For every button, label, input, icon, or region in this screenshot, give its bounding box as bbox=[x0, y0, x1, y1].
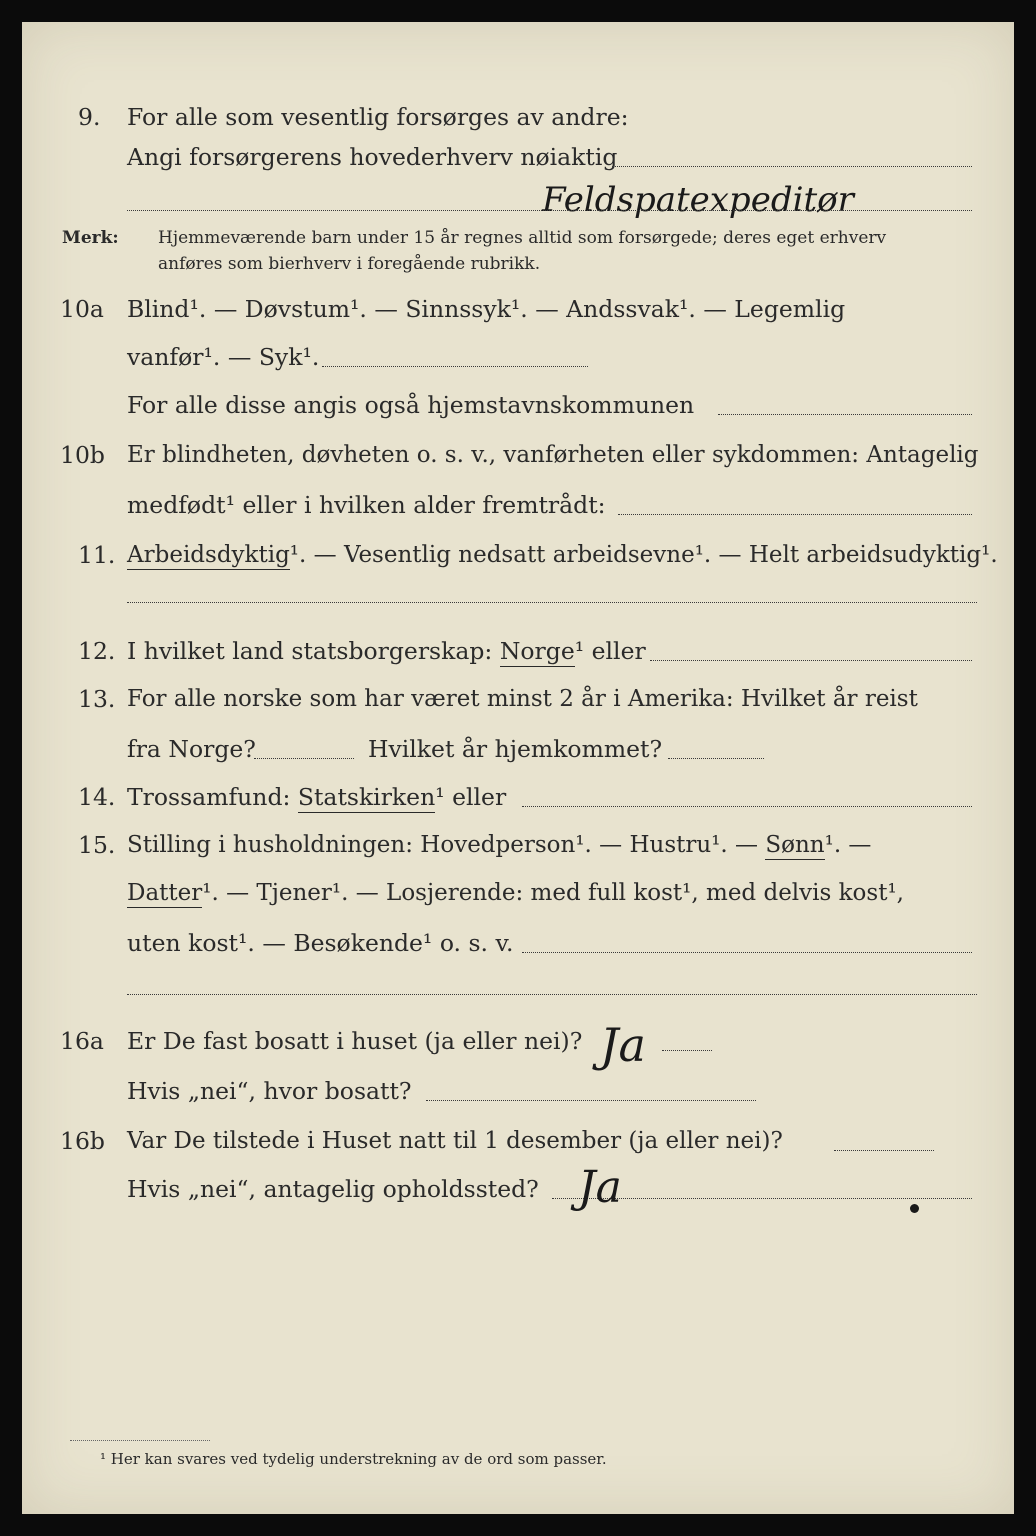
question-number: 11. bbox=[78, 541, 116, 569]
question-text: Stilling i husholdningen: Hovedperson¹. — Hustru¹. — Sønn¹. — bbox=[127, 832, 872, 858]
answer-line[interactable] bbox=[834, 1150, 934, 1151]
question-number: 9. bbox=[78, 103, 101, 131]
underlined-answer[interactable]: Norge bbox=[499, 637, 575, 665]
question-text: Datter¹. — Tjener¹. — Losjerende: med full kost¹, med delvis kost¹, bbox=[127, 880, 904, 906]
answer-line[interactable] bbox=[662, 1050, 712, 1051]
answer-line[interactable] bbox=[426, 1100, 756, 1101]
answer-line[interactable] bbox=[127, 210, 972, 211]
question-number: 10a bbox=[60, 295, 104, 323]
answer-line[interactable] bbox=[668, 758, 764, 759]
question-number: 14. bbox=[78, 783, 116, 811]
answer-line[interactable] bbox=[718, 414, 972, 415]
question-text: Er De fast bosatt i huset (ja eller nei)? bbox=[127, 1027, 583, 1055]
question-number: 15. bbox=[78, 831, 116, 859]
census-form-page bbox=[22, 22, 1014, 1514]
handwritten-answer: Feldspatexpeditør bbox=[542, 180, 854, 220]
answer-line[interactable] bbox=[618, 514, 972, 515]
answer-line[interactable] bbox=[127, 602, 977, 603]
ink-dot bbox=[910, 1204, 919, 1213]
underlined-answer[interactable]: Statskirken bbox=[297, 783, 436, 811]
question-number: 12. bbox=[78, 637, 116, 665]
question-text: For alle norske som har været minst 2 år i Amerika: Hvilket år reist bbox=[127, 686, 918, 712]
question-number: 16a bbox=[60, 1027, 104, 1055]
handwritten-answer: Ja bbox=[600, 1018, 646, 1072]
question-text: vanfør¹. — Syk¹. bbox=[127, 343, 320, 371]
note-text: anføres som bierhverv i foregående rubrikk. bbox=[158, 254, 541, 274]
underlined-answer[interactable]: Sønn bbox=[765, 832, 825, 858]
question-text: uten kost¹. — Besøkende¹ o. s. v. bbox=[127, 929, 514, 957]
underlined-answer[interactable]: Arbeidsdyktig bbox=[127, 542, 290, 568]
question-text: Hvilket år hjemkommet? bbox=[368, 735, 663, 763]
question-number: 10b bbox=[60, 441, 105, 469]
answer-line[interactable] bbox=[522, 806, 972, 807]
question-text: For alle som vesentlig forsørges av andre: bbox=[127, 103, 629, 131]
answer-line[interactable] bbox=[127, 994, 977, 995]
answer-line[interactable] bbox=[650, 660, 972, 661]
note-text: Hjemmeværende barn under 15 år regnes alltid som forsørgede; deres eget erhverv bbox=[158, 228, 887, 248]
question-text: Var De tilstede i Huset natt til 1 desember (ja eller nei)? bbox=[127, 1128, 783, 1154]
answer-line[interactable] bbox=[522, 952, 972, 953]
question-text: Arbeidsdyktig¹. — Vesentlig nedsatt arbeidsevne¹. — Helt arbeidsudyktig¹. bbox=[127, 542, 998, 568]
question-text: I hvilket land statsborgerskap: Norge¹ eller bbox=[127, 637, 646, 665]
question-text: For alle disse angis også hjemstavnskommunen bbox=[127, 391, 695, 419]
answer-line[interactable] bbox=[322, 366, 588, 367]
question-text: Er blindheten, døvheten o. s. v., vanførheten eller sykdommen: Antagelig bbox=[127, 442, 979, 468]
question-number: 16b bbox=[60, 1127, 105, 1155]
question-text: Trossamfund: Statskirken¹ eller bbox=[127, 783, 507, 811]
note-label: Merk: bbox=[62, 228, 119, 248]
handwritten-answer: Ja bbox=[578, 1162, 622, 1213]
question-text: Blind¹. — Døvstum¹. — Sinnssyk¹. — Andssvak¹. — Legemlig bbox=[127, 295, 846, 323]
underlined-answer[interactable]: Datter bbox=[127, 880, 203, 906]
question-text: medfødt¹ eller i hvilken alder fremtrådt: bbox=[127, 491, 606, 519]
question-text: Hvis „nei“, hvor bosatt? bbox=[127, 1077, 412, 1105]
footnote: ¹ Her kan svares ved tydelig understrekning av de ord som passer. bbox=[100, 1450, 607, 1468]
footnote-rule bbox=[70, 1440, 210, 1441]
question-text: Hvis „nei“, antagelig opholdssted? bbox=[127, 1175, 539, 1203]
question-text: fra Norge? bbox=[127, 735, 256, 763]
answer-line[interactable] bbox=[612, 166, 972, 167]
question-text: Angi forsørgerens hovederhverv nøiaktig bbox=[127, 143, 618, 171]
question-number: 13. bbox=[78, 685, 116, 713]
answer-line[interactable] bbox=[254, 758, 354, 759]
